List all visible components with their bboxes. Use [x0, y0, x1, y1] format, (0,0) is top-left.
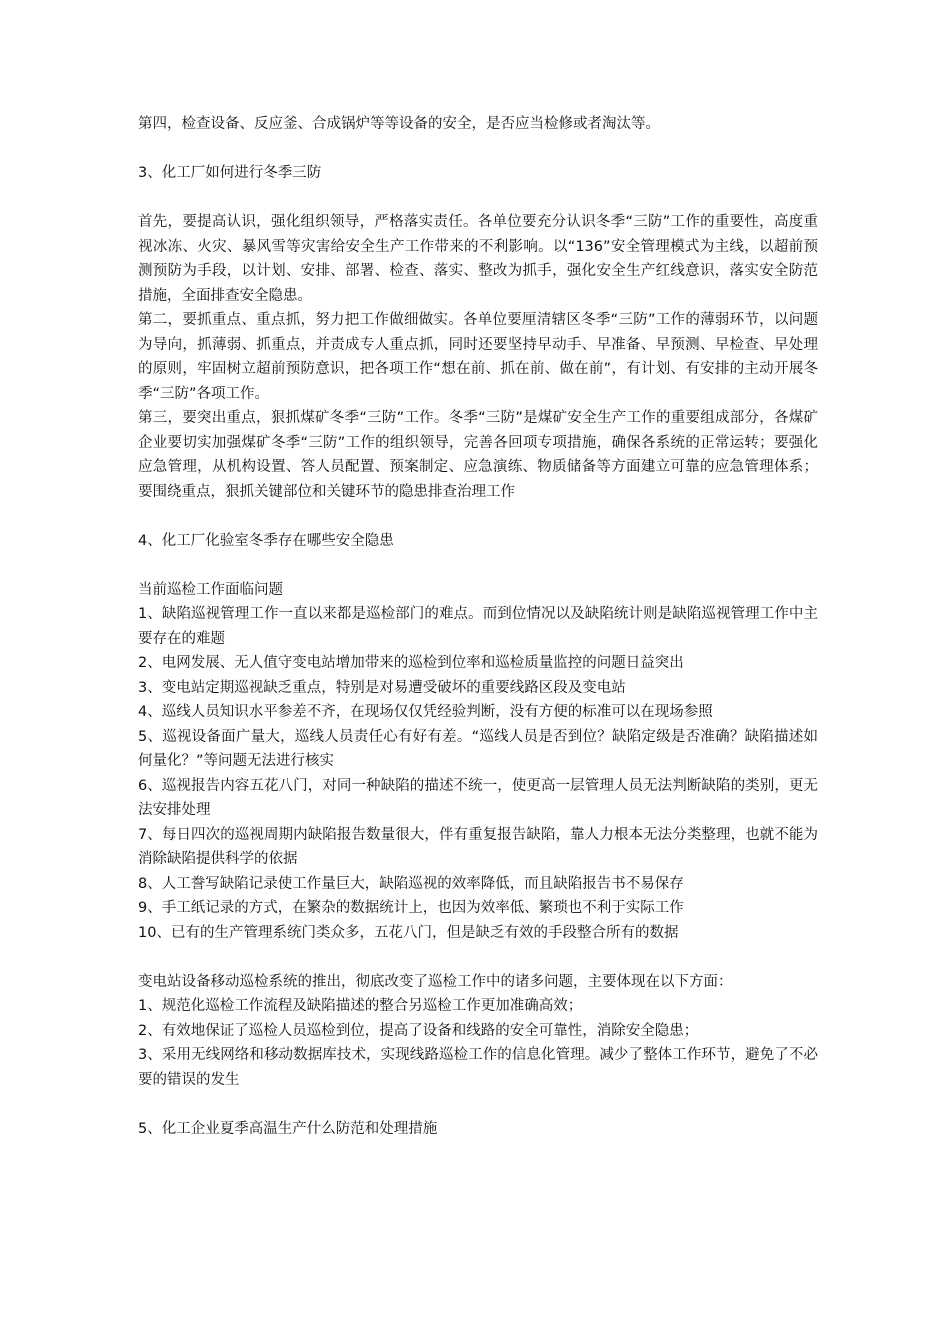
- heading-text: 4、化工厂化验室冬季存在哪些安全隐患: [138, 532, 394, 549]
- block-2: [138, 210, 818, 504]
- section-heading-4: [138, 529, 818, 554]
- paragraph-line: 第三，要突出重点，狠抓煤矿冬季“三防”工作。冬季“三防”是煤矿安全生产工作的重要组成部分，各煤矿企业要切实加强煤矿冬季“三防”工作的组织领导，完善各回项专项措施，确保各系统的正常运转；要强化应急管理，从机构设置、答人员配置、预案制定、应急演练、物质储备等方面建立可靠的应急管理体系；要围绕重点，狠抓关键部位和关键环节的隐患排查治理工作: [138, 410, 818, 500]
- paragraph-line: 首先，要提高认识，强化组织领导，严格落实责任。各单位要充分认识冬季“三防”工作的重要性，高度重视冰冻、火灾、暴风雪等灾害给安全生产工作带来的不利影响。以“136”安全管理模式为主线，以超前预测预防为手段，以计划、安排、部署、检查、落实、整改为抓手，强化安全生产红线意识，落实安全防范措施，全面排查安全隐患。: [138, 214, 818, 304]
- spacer: [138, 945, 818, 970]
- list-item: 1、缺陷巡视管理工作一直以来都是巡检部门的难点。而到位情况以及缺陷统计则是缺陷巡视管理工作中主要存在的难题: [138, 606, 818, 647]
- block-4: [138, 578, 818, 946]
- list-item: 10、已有的生产管理系统门类众多，五花八门，但是缺乏有效的手段整合所有的数据: [138, 924, 679, 941]
- list-item: 6、巡视报告内容五花八门，对同一种缺陷的描述不统一，使更高一层管理人员无法判断缺陷的类别，更无法安排处理: [138, 777, 818, 818]
- paragraph-line: 第四，检查设备、反应釜、合成锅炉等等设备的安全，是否应当检修或者淘汰等。: [138, 116, 660, 132]
- block-0: [138, 112, 818, 137]
- document-page: [138, 112, 818, 1141]
- list-item: 1、规范化巡检工作流程及缺陷描述的整合另巡检工作更加准确高效；: [138, 998, 583, 1014]
- list-item: 3、采用无线网络和移动数据库技术，实现线路巡检工作的信息化管理。减少了整体工作环节，避免了不必要的错误的发生: [138, 1047, 818, 1088]
- list-item: 7、每日四次的巡视周期内缺陷报告数量很大，伴有重复报告缺陷，靠人力根本无法分类整理，也就不能为消除缺陷提供科学的依据: [138, 826, 818, 867]
- section-heading-3: [138, 161, 818, 186]
- spacer: [138, 137, 818, 162]
- spacer: [138, 504, 818, 529]
- list-item: 3、变电站定期巡视缺乏重点，特别是对易遭受破坏的重要线路区段及变电站: [138, 679, 626, 696]
- section-heading-5: [138, 1117, 818, 1142]
- list-item: 5、巡视设备面广量大，巡线人员责任心有好有差。“巡线人员是否到位？缺陷定级是否准确？缺陷描述如何量化？”等问题无法进行核实: [138, 728, 818, 769]
- spacer: [138, 553, 818, 578]
- paragraph-line: 变电站设备移动巡检系统的推出，彻底改变了巡检工作中的诸多问题，主要体现在以下方面：: [138, 973, 733, 990]
- list-item: 8、人工誊写缺陷记录使工作量巨大，缺陷巡视的效率降低，而且缺陷报告书不易保存: [138, 875, 684, 892]
- list-item: 9、手工纸记录的方式，在繁杂的数据统计上，也因为效率低、繁琐也不利于实际工作: [138, 900, 684, 916]
- list-item: 2、电网发展、无人值守变电站增加带来的巡检到位率和巡检质量监控的问题日益突出: [138, 655, 684, 671]
- heading-text: 3、化工厂如何进行冬季三防: [138, 165, 322, 181]
- heading-text: 5、化工企业夏季高温生产什么防范和处理措施: [138, 1120, 438, 1137]
- block-5: [138, 970, 818, 1093]
- paragraph-line: 第二，要抓重点、重点抓，努力把工作做细做实。各单位要厘清辖区冬季“三防”工作的薄弱环节，以问题为导向，抓薄弱、抓重点，并责成专人重点抓，同时还要坚持早动手、早准备、早预测、早检查、早处理的原则，牢固树立超前预防意识，把各项工作“想在前、抓在前、做在前”，有计划、有安排的主动开展冬季“三防”各项工作。: [138, 312, 818, 402]
- spacer: [138, 186, 818, 211]
- list-item: 4、巡线人员知识水平参差不齐，在现场仅仅凭经验判断，没有方便的标准可以在现场参照: [138, 704, 713, 720]
- spacer: [138, 1092, 818, 1117]
- list-item: 2、有效地保证了巡检人员巡检到位，提高了设备和线路的安全可靠性，消除安全隐患；: [138, 1022, 699, 1039]
- paragraph-line: 当前巡检工作面临问题: [138, 581, 283, 598]
